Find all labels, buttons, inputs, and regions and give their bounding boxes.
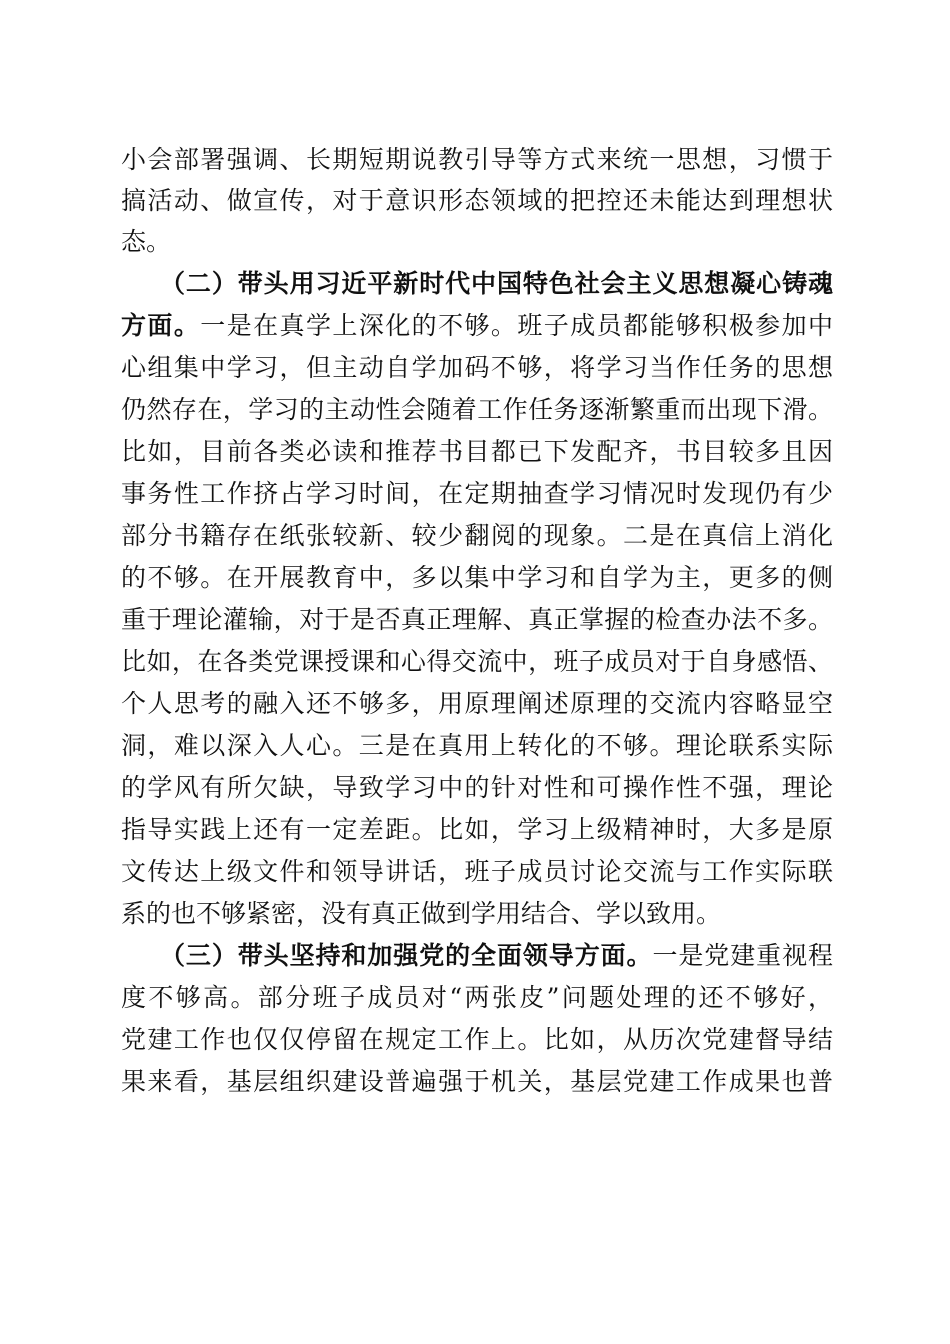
text-line: 态。 [121, 227, 172, 256]
text-line: 比如，在各类党课授课和心得交流中，班子成员对于自身感悟、 [121, 647, 833, 676]
text-run: 一是党建重视程 [652, 941, 833, 970]
text-line: 党建工作也仅仅停留在规定工作上。比如，从历次党建督导结 [121, 1025, 833, 1054]
text-line: 度不够高。部分班子成员对“两张皮”问题处理的还不够好， [121, 983, 833, 1012]
section-heading-2-cont: 方面。 [121, 311, 201, 340]
text-line: 的学风有所欠缺，导致学习中的针对性和可操作性不强，理论 [121, 773, 833, 802]
text-line: 洞，难以深入人心。三是在真用上转化的不够。理论联系实际 [121, 731, 833, 760]
text-line: 果来看，基层组织建设普遍强于机关，基层党建工作成果也普 [121, 1067, 833, 1096]
text-line: 个人思考的融入还不够多，用原理阐述原理的交流内容略显空 [121, 689, 833, 718]
text-line: 部分书籍存在纸张较新、较少翻阅的现象。二是在真信上消化 [121, 521, 833, 550]
section-heading-2: （二）带头用习近平新时代中国特色社会主义思想凝心铸魂 [160, 269, 833, 298]
text-line: 文传达上级文件和领导讲话，班子成员讨论交流与工作实际联 [121, 857, 833, 886]
section-heading-3: （三）带头坚持和加强党的全面领导方面。 [160, 941, 653, 970]
text-line: 事务性工作挤占学习时间，在定期抽查学习情况时发现仍有少 [121, 479, 833, 508]
text-line: 比如，目前各类必读和推荐书目都已下发配齐，书目较多且因 [121, 437, 833, 466]
text-line: 指导实践上还有一定差距。比如，学习上级精神时，大多是原 [121, 815, 833, 844]
text-run: 一是在真学上深化的不够。班子成员都能够积极参加中 [200, 311, 833, 340]
text-line [121, 306, 833, 346]
text-line [160, 936, 833, 976]
text-line: 仍然存在，学习的主动性会随着工作任务逐渐繁重而出现下滑。 [121, 395, 833, 424]
text-line: 重于理论灌输，对于是否真正理解、真正掌握的检查办法不多。 [121, 605, 833, 634]
text-line: 的不够。在开展教育中，多以集中学习和自学为主，更多的侧 [121, 563, 833, 592]
text-line: 系的也不够紧密，没有真正做到学用结合、学以致用。 [121, 899, 722, 928]
text-line: 小会部署强调、长期短期说教引导等方式来统一思想，习惯于 [121, 145, 833, 174]
text-line: 搞活动、做宣传，对于意识形态领域的把控还未能达到理想状 [121, 186, 833, 215]
text-line: 心组集中学习，但主动自学加码不够，将学习当作任务的思想 [121, 353, 833, 382]
